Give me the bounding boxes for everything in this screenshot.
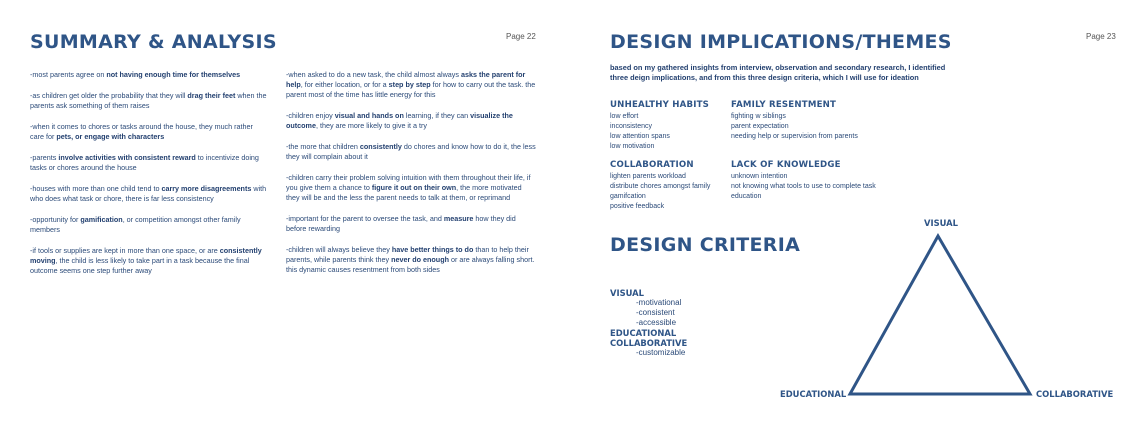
insight-text: -as children get older the probability that they will (30, 91, 188, 100)
insight-text: -the more that children (286, 142, 360, 151)
page-number: Page 22 (506, 32, 536, 41)
page-number: Page 23 (1086, 32, 1116, 41)
insight-highlight: not having enough time for themselves (106, 70, 241, 79)
theme-item: unknown intention (731, 173, 788, 180)
triangle-label-top: VISUAL (924, 218, 958, 228)
theme-item: positive feedback (610, 203, 665, 210)
insight-text: -important for the parent to oversee the task, and (286, 214, 444, 223)
page-title: SUMMARY & ANALYSIS (30, 31, 277, 53)
theme-list (731, 172, 901, 202)
insight-highlight: visualize the outcome (286, 111, 513, 130)
theme-collaboration (610, 160, 728, 212)
theme-item: parent expectation (731, 123, 789, 130)
insight-text: -children will always believe they (286, 245, 392, 254)
insight-highlight: consistently moving (30, 246, 262, 265)
insight-text: do chores and know how to do it, the less they will complain about it (286, 142, 536, 161)
insight-highlight: carry more disagreements (161, 184, 252, 193)
criteria-category: EDUCATIONAL (610, 328, 677, 338)
insight-text: , or competition amongst other family members (30, 215, 241, 234)
insight-text: to incentivize doing tasks or chores around the house (30, 153, 259, 172)
criteria-triangle (840, 228, 1040, 400)
theme-item: not knowing what tools to use to complete task (731, 183, 876, 190)
criteria-subitem: -consistent (636, 308, 675, 317)
insight-paragraph (286, 245, 536, 275)
insight-highlight: asks the parent for help (286, 70, 526, 89)
insight-text: -if tools or supplies are kept in more than one space, or are (30, 246, 220, 255)
theme-item: lighten parents workload (610, 173, 686, 180)
insight-highlight: consistently (359, 142, 402, 151)
theme-item: education (731, 193, 762, 200)
insight-text: or are always falling short. this dynamic causes resentment from both sides (286, 255, 535, 274)
criteria-category: VISUAL (610, 288, 644, 298)
theme-title: FAMILY RESENTMENT (731, 100, 837, 110)
theme-item: distribute chores amongst family (610, 183, 711, 190)
theme-lack-of-knowledge (731, 160, 901, 202)
insight-paragraph (286, 214, 536, 234)
insight-text: how they did before rewarding (286, 214, 516, 233)
insight-paragraph (30, 215, 268, 235)
criteria-subitem: -motivational (636, 298, 682, 307)
insight-text: , the child is less likely to take part in a task because the final outcome seems one step further away (30, 256, 250, 275)
theme-family-resentment (731, 100, 901, 142)
insight-text: -when it comes to chores or tasks around the house, they much rather care for (30, 122, 253, 141)
summary-column-1 (30, 70, 268, 287)
insight-paragraph (286, 142, 536, 162)
theme-item: fighting w siblings (731, 113, 786, 120)
theme-list (610, 172, 728, 212)
insight-highlight: have better things to do (391, 245, 474, 254)
insight-highlight: gamification (80, 215, 123, 224)
right-page (570, 0, 1139, 439)
theme-list (731, 112, 901, 142)
insight-paragraph (30, 184, 268, 204)
theme-item: low attention spans (610, 133, 670, 140)
theme-item: needing help or supervision from parents (731, 133, 858, 140)
insight-text: learning, if they can (403, 111, 471, 120)
insight-text: , for either location, or for a (300, 80, 389, 89)
insight-paragraph (30, 91, 268, 111)
insight-highlight: drag their feet (187, 91, 236, 100)
insight-text: -when asked to do a new task, the child almost always (286, 70, 461, 79)
criteria-subitem: -accessible (636, 318, 677, 327)
insight-paragraph (30, 122, 268, 142)
triangle-label-left: EDUCATIONAL (780, 389, 847, 399)
insight-text: -most parents agree on (30, 70, 107, 79)
theme-list (610, 112, 722, 152)
insight-highlight: involve activities with consistent reward (58, 153, 196, 162)
insight-paragraph (286, 111, 536, 131)
intro-text: based on my gathered insights from interview, observation and secondary research, I identified three deign implications, and from this three design criteria, which I will use for ideation (610, 63, 946, 82)
insight-highlight: figure it out on their own (371, 183, 457, 192)
triangle-label-right: COLLABORATIVE (1036, 389, 1114, 399)
insight-text: -opportunity for (30, 215, 81, 224)
summary-column-2 (286, 70, 536, 286)
insight-text: than to help their parents, while parents think they (286, 245, 529, 264)
insight-text: , they are more likely to give it a try (315, 121, 428, 130)
insight-highlight: measure (443, 214, 474, 223)
insight-text: -parents (30, 153, 59, 162)
insight-paragraph (286, 70, 536, 100)
criteria-category: COLLABORATIVE (610, 338, 688, 348)
insight-paragraph (30, 153, 268, 173)
insight-highlight: visual and hands on (334, 111, 404, 120)
theme-title: LACK OF KNOWLEDGE (731, 160, 841, 170)
criteria-subitem: -customizable (636, 348, 686, 357)
insight-text: -children enjoy (286, 111, 335, 120)
theme-item: inconsistency (610, 123, 653, 130)
insight-paragraph (30, 246, 268, 276)
insight-text: , the more motivated they will be and the less the parent needs to talk at them, or reprimand (286, 183, 522, 202)
theme-item: low motivation (610, 143, 655, 150)
page-title: DESIGN IMPLICATIONS/THEMES (610, 31, 952, 53)
insight-highlight: never do enough (391, 255, 449, 264)
criteria-list (610, 288, 770, 358)
insight-paragraph (30, 70, 268, 80)
insight-highlight: step by step (388, 80, 431, 89)
insight-paragraph (286, 173, 536, 203)
theme-unhealthy-habits (610, 100, 722, 152)
insight-text: -children carry their problem solving intuition with them throughout their life, if you give them a chance to (286, 173, 531, 192)
criteria-title: DESIGN CRITERIA (610, 234, 801, 256)
theme-title: COLLABORATION (610, 160, 694, 170)
theme-item: low effort (610, 113, 639, 120)
insight-text: when the parents ask something of them raises (30, 91, 267, 110)
insight-highlight: pets, or engage with characters (56, 132, 165, 141)
insight-text: for how to carry out the task. the parent most of the time has little energy for this (286, 80, 536, 99)
triangle-shape (850, 236, 1030, 394)
theme-title: UNHEALTHY HABITS (610, 100, 710, 110)
theme-item: gamifcation (610, 193, 646, 200)
insight-text: with who does what task or chore, there is far less consistency (30, 184, 267, 203)
insight-text: -houses with more than one child tend to (30, 184, 162, 193)
